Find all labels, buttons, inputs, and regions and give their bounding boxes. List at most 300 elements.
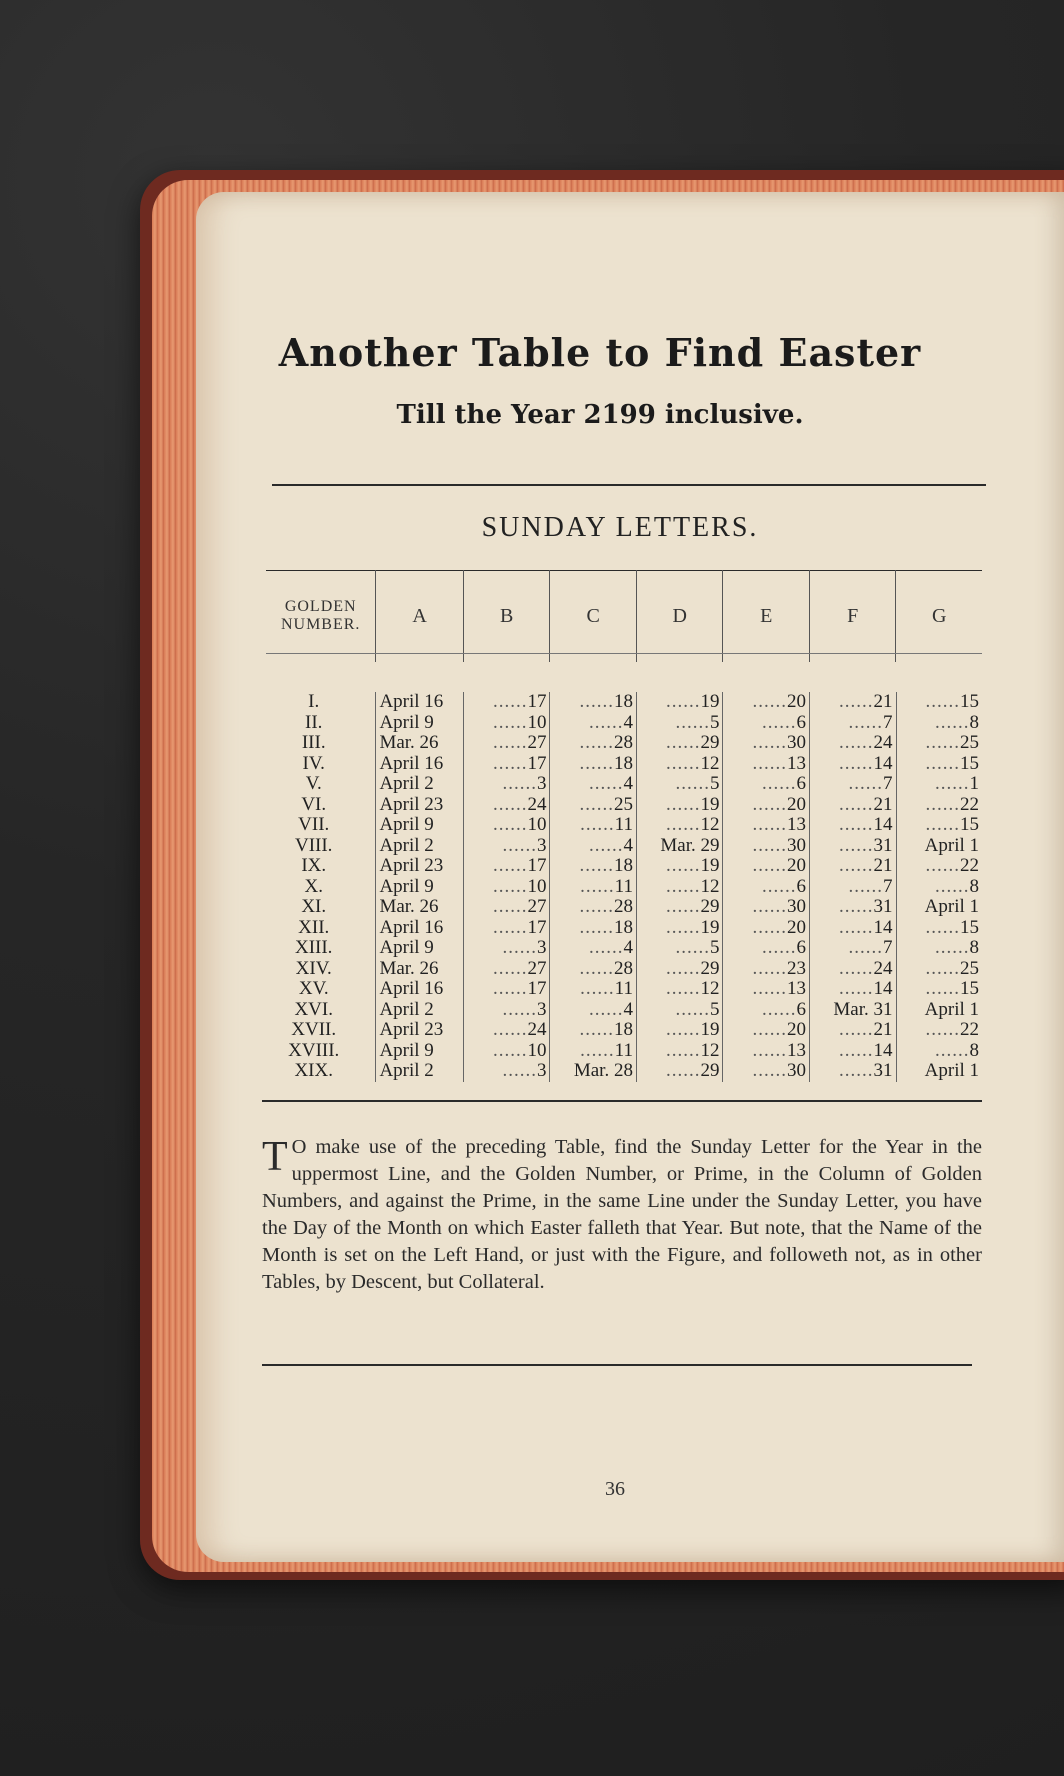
easter-date-cell: ......3 bbox=[463, 1061, 550, 1082]
easter-date-cell: ......15 bbox=[896, 979, 983, 1000]
table-row bbox=[266, 959, 982, 980]
golden-number-cell: XIII. bbox=[294, 938, 333, 958]
easter-date-cell bbox=[375, 733, 463, 754]
easter-date-cell bbox=[375, 856, 463, 877]
easter-date-cell: ......28 bbox=[549, 959, 636, 980]
date-value: 17 bbox=[527, 979, 547, 999]
easter-date-cell: ......14 bbox=[809, 979, 896, 1000]
easter-date-cell: ......30 bbox=[722, 836, 809, 857]
date-value: 15 bbox=[960, 979, 980, 999]
date-value: 23 bbox=[787, 958, 806, 979]
date-value: 18 bbox=[613, 753, 633, 774]
easter-date-cell bbox=[375, 754, 463, 775]
easter-date-cell: ......14 bbox=[809, 815, 896, 836]
date-value: 17 bbox=[527, 753, 547, 774]
date-value: April 1 bbox=[924, 897, 980, 917]
easter-date-cell: ......6 bbox=[722, 1000, 809, 1021]
golden-number-cell: VI. bbox=[301, 794, 327, 815]
golden-number-cell: I. bbox=[308, 692, 320, 712]
easter-date-cell: ......11 bbox=[549, 1041, 636, 1062]
table-row bbox=[266, 713, 982, 734]
date-value: 11 bbox=[614, 1040, 633, 1061]
easter-date-cell: ......4 bbox=[549, 836, 636, 857]
easter-date-cell: ......7 bbox=[809, 877, 896, 898]
table-row bbox=[266, 877, 982, 898]
table-row bbox=[266, 692, 982, 713]
date-value: 28 bbox=[613, 733, 633, 753]
easter-date-cell: ......29 bbox=[636, 959, 723, 980]
table-row bbox=[266, 918, 982, 939]
easter-date-cell: ......7 bbox=[809, 713, 896, 734]
easter-date-cell: ......6 bbox=[722, 774, 809, 795]
date-value: 30 bbox=[787, 1061, 806, 1081]
easter-date-cell: ......5 bbox=[636, 938, 723, 959]
easter-date-cell: ......18 bbox=[549, 692, 636, 713]
table-row bbox=[266, 836, 982, 857]
date-value: 30 bbox=[787, 835, 806, 856]
top-divider bbox=[272, 484, 986, 486]
easter-date-cell: ......3 bbox=[463, 1000, 550, 1021]
date-value: 14 bbox=[873, 753, 893, 774]
date-value: 1 bbox=[969, 774, 980, 794]
date-value: 4 bbox=[623, 999, 633, 1020]
date-value: 20 bbox=[787, 856, 806, 876]
date-value: 19 bbox=[700, 794, 720, 815]
easter-date-cell: ......25 bbox=[896, 959, 983, 980]
easter-date-cell: ......18 bbox=[549, 1020, 636, 1041]
date-value: April 2 bbox=[379, 835, 434, 856]
easter-date-cell: ......12 bbox=[636, 754, 723, 775]
easter-date-cell: ......31 bbox=[809, 836, 896, 857]
date-value: 12 bbox=[700, 1040, 720, 1061]
easter-table bbox=[266, 570, 982, 1082]
easter-date-cell: ......22 bbox=[896, 795, 983, 816]
table-row bbox=[266, 754, 982, 775]
easter-date-cell: ......13 bbox=[722, 815, 809, 836]
easter-date-cell: ......27 bbox=[463, 897, 550, 918]
page-number: 36 bbox=[605, 1478, 625, 1500]
date-value: April 9 bbox=[379, 938, 434, 958]
date-value: 22 bbox=[960, 856, 980, 876]
date-value: April 2 bbox=[379, 999, 434, 1020]
table-row bbox=[266, 938, 982, 959]
date-value: 8 bbox=[969, 1040, 980, 1061]
table-body bbox=[266, 692, 982, 1082]
easter-date-cell: ......21 bbox=[809, 692, 896, 713]
easter-date-cell: ......14 bbox=[809, 1041, 896, 1062]
date-value: 6 bbox=[796, 774, 806, 794]
easter-date-cell bbox=[375, 1020, 463, 1041]
golden-number-cell: VII. bbox=[298, 815, 330, 835]
date-value: 21 bbox=[873, 794, 893, 815]
easter-date-cell: ......14 bbox=[809, 754, 896, 775]
date-value: April 9 bbox=[379, 815, 434, 835]
easter-date-cell bbox=[375, 877, 463, 898]
date-value: 3 bbox=[536, 938, 547, 958]
easter-date-cell: ......23 bbox=[722, 959, 809, 980]
letter-header-c: C bbox=[549, 570, 636, 662]
letter-header-d: D bbox=[636, 570, 723, 662]
date-value: 24 bbox=[873, 733, 893, 753]
easter-date-cell: ......20 bbox=[722, 856, 809, 877]
easter-date-cell: ......21 bbox=[809, 795, 896, 816]
date-value: April 9 bbox=[379, 712, 434, 733]
date-value: 14 bbox=[873, 917, 893, 938]
easter-date-cell: ......10 bbox=[463, 713, 550, 734]
date-value: April 1 bbox=[924, 999, 980, 1020]
easter-date-cell bbox=[549, 1061, 636, 1082]
date-value: 25 bbox=[960, 958, 980, 979]
bottom-divider bbox=[262, 1364, 972, 1366]
golden-number-cell: XVIII. bbox=[288, 1040, 340, 1061]
golden-number-cell: XIV. bbox=[295, 958, 332, 979]
date-value: 13 bbox=[787, 815, 806, 835]
date-value: 11 bbox=[614, 876, 633, 897]
golden-number-cell: III. bbox=[301, 733, 326, 753]
date-value: 10 bbox=[527, 712, 547, 733]
paragraph-text: O make use of the preceding Table, find the Sunday Letter for the Year in the uppermost Line, and the Golden Number, or Prime, in the Column of Golden Numbers, and against the Prime, in the same Line under the Sunday Letter, you have the Day of the Month on which Easter falleth that Year. But note, that the Name of the Month is set on the Left Hand, or just with the Figure, and followeth not, as in other Tables, by Descent, but Collateral. bbox=[262, 1136, 982, 1293]
easter-date-cell: ......15 bbox=[896, 918, 983, 939]
date-value: 27 bbox=[527, 897, 547, 917]
easter-date-cell bbox=[375, 815, 463, 836]
date-value: 22 bbox=[960, 794, 980, 815]
date-value: 4 bbox=[623, 774, 633, 794]
date-value: 11 bbox=[614, 979, 633, 999]
easter-date-cell: ......17 bbox=[463, 856, 550, 877]
easter-date-cell: ......6 bbox=[722, 713, 809, 734]
date-value: 20 bbox=[787, 1020, 806, 1040]
easter-date-cell: ......11 bbox=[549, 979, 636, 1000]
easter-date-cell: ......17 bbox=[463, 979, 550, 1000]
easter-date-cell: ......15 bbox=[896, 815, 983, 836]
date-value: 3 bbox=[536, 999, 547, 1020]
easter-date-cell: ......10 bbox=[463, 877, 550, 898]
date-value: 7 bbox=[883, 938, 893, 958]
easter-date-cell: ......19 bbox=[636, 795, 723, 816]
easter-date-cell bbox=[375, 959, 463, 980]
date-value: 24 bbox=[527, 794, 547, 815]
date-value: 15 bbox=[960, 917, 980, 938]
date-value: 20 bbox=[787, 917, 806, 938]
date-value: 8 bbox=[969, 712, 980, 733]
golden-number-cell: II. bbox=[305, 712, 323, 733]
table-row bbox=[266, 897, 982, 918]
easter-date-cell: ......24 bbox=[463, 795, 550, 816]
date-value: April 23 bbox=[379, 794, 444, 815]
date-value: 14 bbox=[873, 815, 893, 835]
date-value: April 16 bbox=[379, 917, 444, 938]
date-value: 15 bbox=[960, 753, 980, 774]
easter-date-cell: ......19 bbox=[636, 918, 723, 939]
golden-number-cell: V. bbox=[305, 774, 322, 794]
date-value: April 23 bbox=[379, 1020, 444, 1040]
easter-date-cell: ......19 bbox=[636, 856, 723, 877]
golden-number-cell: IX. bbox=[301, 856, 327, 876]
easter-date-cell: ......6 bbox=[722, 877, 809, 898]
easter-date-cell bbox=[375, 979, 463, 1000]
date-value: April 16 bbox=[379, 753, 444, 774]
date-value: 12 bbox=[700, 979, 720, 999]
date-value: 4 bbox=[623, 938, 633, 958]
easter-date-cell bbox=[896, 897, 983, 918]
date-value: April 23 bbox=[379, 856, 444, 876]
easter-date-cell: ......30 bbox=[722, 897, 809, 918]
easter-date-cell: ......29 bbox=[636, 897, 723, 918]
date-value: 3 bbox=[536, 835, 547, 856]
page-title: Another Table to Find Easter bbox=[278, 330, 922, 375]
easter-date-cell: ......15 bbox=[896, 692, 983, 713]
date-value: 20 bbox=[787, 692, 806, 712]
easter-date-cell: ......29 bbox=[636, 733, 723, 754]
golden-number-cell: XV. bbox=[298, 979, 329, 999]
date-value: 22 bbox=[960, 1020, 980, 1040]
date-value: 14 bbox=[873, 979, 893, 999]
table-row bbox=[266, 774, 982, 795]
letter-header-g: G bbox=[895, 570, 982, 662]
easter-date-cell bbox=[896, 836, 983, 857]
easter-date-cell bbox=[375, 692, 463, 713]
date-value: April 2 bbox=[379, 774, 434, 794]
easter-date-cell bbox=[375, 938, 463, 959]
table-row bbox=[266, 856, 982, 877]
date-value: 25 bbox=[613, 794, 633, 815]
date-value: 19 bbox=[700, 917, 720, 938]
easter-date-cell: ......3 bbox=[463, 774, 550, 795]
easter-date-cell: ......8 bbox=[896, 877, 983, 898]
easter-date-cell: ......4 bbox=[549, 938, 636, 959]
golden-number-cell: XVII. bbox=[291, 1020, 337, 1040]
easter-date-cell: ......28 bbox=[549, 897, 636, 918]
date-value: 6 bbox=[796, 938, 806, 958]
date-value: 10 bbox=[527, 815, 547, 835]
table-row bbox=[266, 979, 982, 1000]
easter-date-cell: ......14 bbox=[809, 918, 896, 939]
date-value: 27 bbox=[527, 733, 547, 753]
easter-date-cell: ......13 bbox=[722, 979, 809, 1000]
letter-header-f: F bbox=[809, 570, 896, 662]
date-value: 18 bbox=[613, 692, 633, 712]
date-value: April 1 bbox=[924, 835, 980, 856]
easter-date-cell bbox=[896, 1061, 983, 1082]
easter-date-cell bbox=[896, 1000, 983, 1021]
easter-date-cell: ......24 bbox=[463, 1020, 550, 1041]
date-value: 7 bbox=[883, 774, 893, 794]
easter-date-cell bbox=[375, 713, 463, 734]
date-value: 24 bbox=[873, 958, 893, 979]
golden-number-cell: XII. bbox=[298, 917, 330, 938]
letter-header-e: E bbox=[722, 570, 809, 662]
date-value: 5 bbox=[709, 999, 720, 1020]
easter-date-cell: ......30 bbox=[722, 733, 809, 754]
date-value: 5 bbox=[709, 712, 720, 733]
table-row bbox=[266, 815, 982, 836]
easter-date-cell bbox=[375, 795, 463, 816]
easter-date-cell: ......8 bbox=[896, 1041, 983, 1062]
easter-date-cell bbox=[375, 836, 463, 857]
easter-date-cell: ......12 bbox=[636, 815, 723, 836]
table-row bbox=[266, 1061, 982, 1082]
date-value: 6 bbox=[796, 712, 806, 733]
date-value: 7 bbox=[883, 876, 893, 897]
date-value: 3 bbox=[536, 774, 547, 794]
easter-date-cell: ......5 bbox=[636, 1000, 723, 1021]
date-value: 4 bbox=[623, 835, 633, 856]
easter-date-cell: ......4 bbox=[549, 774, 636, 795]
date-value: 4 bbox=[623, 712, 633, 733]
date-value: Mar. 29 bbox=[660, 835, 720, 856]
date-value: April 1 bbox=[924, 1061, 980, 1081]
date-value: 28 bbox=[613, 958, 633, 979]
date-value: 17 bbox=[527, 856, 547, 876]
easter-date-cell: ......12 bbox=[636, 1041, 723, 1062]
date-value: 13 bbox=[787, 753, 806, 774]
date-value: April 9 bbox=[379, 876, 434, 897]
easter-date-cell: ......20 bbox=[722, 795, 809, 816]
date-value: Mar. 28 bbox=[573, 1061, 633, 1081]
date-value: 12 bbox=[700, 815, 720, 835]
easter-date-cell: ......17 bbox=[463, 918, 550, 939]
easter-date-cell: ......17 bbox=[463, 754, 550, 775]
easter-date-cell: ......21 bbox=[809, 1020, 896, 1041]
table-row bbox=[266, 1000, 982, 1021]
easter-date-cell: ......20 bbox=[722, 1020, 809, 1041]
easter-date-cell bbox=[375, 897, 463, 918]
letter-header-b: B bbox=[463, 570, 550, 662]
date-value: 20 bbox=[787, 794, 806, 815]
table-bottom-rule bbox=[262, 1100, 982, 1102]
date-value: 10 bbox=[527, 876, 547, 897]
date-value: Mar. 31 bbox=[833, 999, 893, 1020]
easter-date-cell: ......13 bbox=[722, 1041, 809, 1062]
date-value: Mar. 26 bbox=[379, 958, 439, 979]
easter-date-cell: ......24 bbox=[809, 959, 896, 980]
easter-date-cell: ......18 bbox=[549, 856, 636, 877]
easter-date-cell bbox=[375, 918, 463, 939]
easter-date-cell: ......20 bbox=[722, 918, 809, 939]
table-heading: SUNDAY LETTERS. bbox=[481, 512, 759, 543]
date-value: 14 bbox=[873, 1040, 893, 1061]
date-value: 19 bbox=[700, 856, 720, 876]
date-value: 11 bbox=[614, 815, 633, 835]
easter-date-cell: ......6 bbox=[722, 938, 809, 959]
date-value: 12 bbox=[700, 876, 720, 897]
easter-date-cell bbox=[375, 774, 463, 795]
date-value: 29 bbox=[700, 897, 720, 917]
easter-date-cell: ......3 bbox=[463, 836, 550, 857]
date-value: 8 bbox=[969, 938, 980, 958]
table-header-row bbox=[266, 570, 982, 662]
easter-date-cell: ......1 bbox=[896, 774, 983, 795]
easter-date-cell: ......19 bbox=[636, 1020, 723, 1041]
easter-date-cell: ......5 bbox=[636, 713, 723, 734]
date-value: 21 bbox=[873, 1020, 893, 1040]
easter-date-cell: ......21 bbox=[809, 856, 896, 877]
date-value: 13 bbox=[787, 1040, 806, 1061]
golden-number-header: GOLDEN NUMBER. bbox=[280, 598, 361, 633]
date-value: 18 bbox=[613, 1020, 633, 1040]
easter-date-cell: ......11 bbox=[549, 815, 636, 836]
golden-number-cell: VIII. bbox=[294, 835, 333, 856]
easter-date-cell: ......18 bbox=[549, 754, 636, 775]
easter-date-cell: ......18 bbox=[549, 918, 636, 939]
easter-date-cell: ......30 bbox=[722, 1061, 809, 1082]
easter-date-cell bbox=[375, 1061, 463, 1082]
date-value: 31 bbox=[873, 835, 893, 856]
date-value: 21 bbox=[873, 856, 893, 876]
easter-date-cell bbox=[375, 1000, 463, 1021]
golden-number-cell: XI. bbox=[301, 897, 327, 917]
easter-date-cell: ......8 bbox=[896, 938, 983, 959]
golden-number-cell: X. bbox=[304, 876, 323, 897]
date-value: 30 bbox=[787, 897, 806, 917]
easter-date-cell: ......12 bbox=[636, 877, 723, 898]
date-value: Mar. 26 bbox=[379, 897, 439, 917]
date-value: 7 bbox=[883, 712, 893, 733]
date-value: 13 bbox=[787, 979, 806, 999]
date-value: 10 bbox=[527, 1040, 547, 1061]
date-value: 6 bbox=[796, 876, 806, 897]
easter-date-cell: ......22 bbox=[896, 1020, 983, 1041]
easter-date-cell: ......10 bbox=[463, 1041, 550, 1062]
easter-date-cell: ......7 bbox=[809, 774, 896, 795]
date-value: 30 bbox=[787, 733, 806, 753]
header-underline bbox=[266, 653, 982, 654]
date-value: 25 bbox=[960, 733, 980, 753]
easter-date-cell: ......11 bbox=[549, 877, 636, 898]
easter-date-cell: ......3 bbox=[463, 938, 550, 959]
easter-date-cell: ......31 bbox=[809, 1061, 896, 1082]
date-value: 31 bbox=[873, 897, 893, 917]
easter-date-cell: ......13 bbox=[722, 754, 809, 775]
date-value: 17 bbox=[527, 692, 547, 712]
easter-date-cell: ......24 bbox=[809, 733, 896, 754]
date-value: 17 bbox=[527, 917, 547, 938]
easter-date-cell: ......8 bbox=[896, 713, 983, 734]
date-value: 15 bbox=[960, 692, 980, 712]
easter-date-cell: ......4 bbox=[549, 1000, 636, 1021]
date-value: 15 bbox=[960, 815, 980, 835]
date-value: 6 bbox=[796, 999, 806, 1020]
date-value: 3 bbox=[536, 1061, 547, 1081]
easter-date-cell: ......15 bbox=[896, 754, 983, 775]
date-value: April 16 bbox=[379, 979, 444, 999]
table-row bbox=[266, 1020, 982, 1041]
letter-header-a: A bbox=[375, 570, 463, 662]
date-value: 18 bbox=[613, 856, 633, 876]
date-value: 29 bbox=[700, 733, 720, 753]
table-row bbox=[266, 1041, 982, 1062]
easter-date-cell: ......22 bbox=[896, 856, 983, 877]
date-value: 5 bbox=[709, 938, 720, 958]
date-value: Mar. 26 bbox=[379, 733, 439, 753]
date-value: 27 bbox=[527, 958, 547, 979]
date-value: 21 bbox=[873, 692, 893, 712]
golden-number-cell: XIX. bbox=[294, 1061, 333, 1081]
date-value: 19 bbox=[700, 1020, 720, 1040]
easter-date-cell: ......27 bbox=[463, 959, 550, 980]
date-value: 18 bbox=[613, 917, 633, 938]
easter-date-cell: ......27 bbox=[463, 733, 550, 754]
date-value: 12 bbox=[700, 753, 720, 774]
easter-date-cell: ......31 bbox=[809, 897, 896, 918]
date-value: April 2 bbox=[379, 1061, 434, 1081]
date-value: April 16 bbox=[379, 692, 444, 712]
easter-date-cell bbox=[375, 1041, 463, 1062]
golden-number-cell: XVI. bbox=[294, 999, 333, 1020]
easter-date-cell: ......17 bbox=[463, 692, 550, 713]
date-value: 19 bbox=[700, 692, 720, 712]
easter-date-cell bbox=[636, 836, 723, 857]
